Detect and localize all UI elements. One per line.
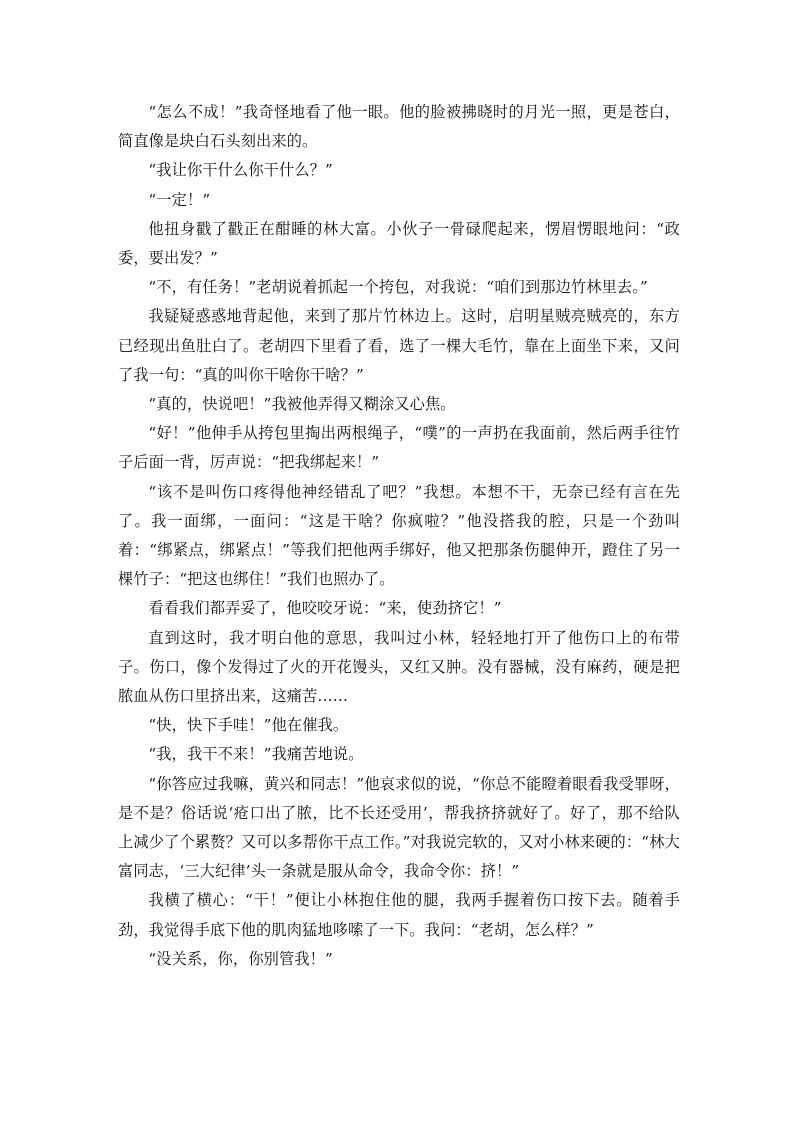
paragraph: “我，我干不来！”我痛苦地说。 [148, 745, 364, 764]
paragraph: 直到这时，我才明白他的意思，我叫过小林，轻轻地打开了他伤口上的布带子。伤口，像个发得过了火的开花馒头，又红又肿。没有器械，没有麻药，硬是把脓血从伤口里挤出来，这痛苦…… [118, 628, 680, 706]
paragraph: “真的，快说吧！”我被他弄得又糊涂又心焦。 [148, 395, 456, 414]
paragraph: “快，快下手哇！”他在催我。 [148, 716, 349, 735]
paragraph: “我让你干什么你干什么？” [148, 161, 333, 180]
story-text [118, 98, 680, 974]
paragraph: “没关系，你，你别管我！” [148, 949, 333, 968]
paragraph: “好！”他伸手从挎包里掏出两根绳子，“噗”的一声扔在我面前，然后两手往竹子后面一背，厉声说：“把我绑起来！” [118, 424, 680, 472]
paragraph: “一定！” [148, 190, 211, 209]
paragraph: 我横了横心：“干！”便让小林抱住他的腿，我两手握着伤口按下去。随着手劲，我觉得手底下他的肌肉猛地哆嗦了一下。我问：“老胡，怎么样？” [118, 891, 680, 939]
paragraph: “不，有任务！”老胡说着抓起一个挎包，对我说：“咱们到那边竹林里去。” [148, 278, 648, 297]
paragraph: 看看我们都弄妥了，他咬咬牙说：“来，使劲挤它！” [148, 599, 502, 618]
paragraph: “怎么不成！”我奇怪地看了他一眼。他的脸被拂晓时的月光一照，更是苍白，简直像是块白石头刻出来的。 [118, 103, 680, 151]
paragraph: “你答应过我嘛，黄兴和同志！”他哀求似的说，“你总不能瞪着眼看我受罪呀，是不是？俗话说‘疮口出了脓，比不长还受用’，帮我挤挤就好了。好了，那不给队上减少了个累赘？又可以多帮你干点工作。”对我说完软的，又对小林来硬的：“林大富同志，‘三大纪律’头一条就是服从命令，我命令你：挤！” [118, 774, 680, 881]
paragraph: “该不是叫伤口疼得他神经错乱了吧？”我想。本想不干，无奈已经有言在先了。我一面绑，一面问：“这是干啥？你疯啦？”他没搭我的腔，只是一个劲叫着：“绑紧点，绑紧点！”等我们把他两手绑好，他又把那条伤腿伸开，蹬住了另一棵竹子：“把这也绑住！”我们也照办了。 [118, 482, 680, 589]
paragraph: 我疑疑惑惑地背起他，来到了那片竹林边上。这时，启明星贼亮贼亮的，东方已经现出鱼肚白了。老胡四下里看了看，选了一棵大毛竹，靠在上面坐下来，又问了我一句：“真的叫你干啥你干啥？” [118, 307, 680, 384]
paragraph: 他扭身戳了戳正在酣睡的林大富。小伙子一骨碌爬起来，愣眉愣眼地问：“政委，要出发？” [118, 219, 680, 268]
